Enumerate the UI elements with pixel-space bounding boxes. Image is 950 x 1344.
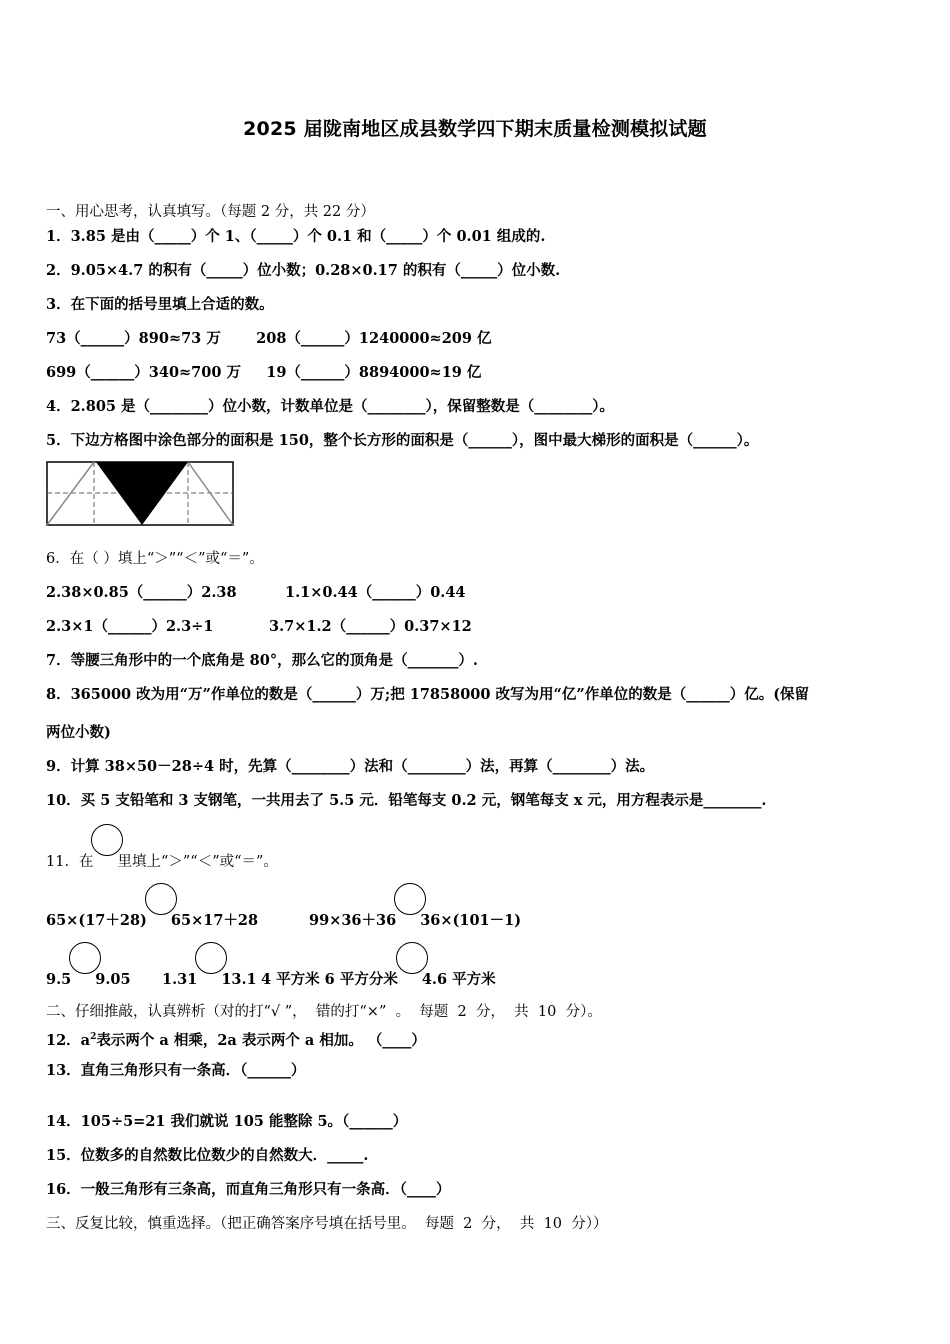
compare-circle[interactable]	[195, 942, 227, 974]
compare-right: 4.6 平方米	[421, 971, 496, 988]
question-9: 9．计算 38×50－28÷4 时，先算（________）法和（________）法，再算（________）法。	[46, 758, 655, 775]
compare-right: 36×(101－1)	[420, 912, 522, 929]
question-8: 8．365000 改为用“万”作单位的数是（______）万;把 17858000 改写为用“亿”作单位的数是（______）亿。(保留	[46, 686, 810, 703]
grid-figure	[46, 461, 234, 527]
compare-left: 4 平方米 6 平方分米	[261, 971, 398, 988]
compare-circle[interactable]	[69, 942, 101, 974]
section-3-heading: 三、反复比较，慎重选择。（把正确答案序号填在括号里。 每题 2 分， 共 10 分））	[46, 1216, 608, 1232]
question-6-item-b: 1.1×0.44（______）0.44	[285, 584, 466, 601]
compare-left: 99×36＋36	[309, 912, 397, 929]
compare-right: 13.1	[221, 971, 257, 988]
question-16: 16．一般三角形有三条高，而直角三角形只有一条高．（____）	[46, 1181, 451, 1198]
compare-circle[interactable]	[394, 883, 426, 915]
section-1-heading: 一、用心思考，认真填写。（每题 2 分，共 22 分）	[46, 204, 375, 220]
question-8-continued: 两位小数)	[46, 724, 111, 741]
question-11-suffix: 里填上“＞”“＜”或“＝”。	[117, 854, 278, 870]
compare-row-2-item-c	[261, 956, 496, 989]
compare-left: 9.5	[46, 971, 72, 988]
question-6-item-c: 2.3×1（______）2.3÷1	[46, 618, 214, 635]
question-3-row-2: 699（______）340≈700 万 19（______）8894000≈19 亿	[46, 364, 482, 381]
section-2-heading: 二、仔细推敲，认真辨析（对的打“√ ”， 错的打“×” 。 每题 2 分， 共 10 分）。	[46, 1004, 602, 1020]
question-2: 2．9.05×4.7 的积有（_____）位小数；0.28×0.17 的积有（_____）位小数.	[46, 262, 561, 279]
question-6: 6．在（ ）填上“＞”“＜”或“＝”。	[46, 551, 264, 567]
question-14: 14．105÷5=21 我们就说 105 能整除 5。（______）	[46, 1113, 408, 1130]
question-12-prefix: 12．a	[46, 1031, 91, 1049]
question-12-suffix: 表示两个 a 相乘，2a 表示两个 a 相加。 （____）	[96, 1031, 426, 1049]
compare-right: 9.05	[95, 971, 131, 988]
question-6-item-a: 2.38×0.85（______）2.38	[46, 584, 237, 601]
question-11	[46, 838, 278, 871]
question-12	[46, 1028, 426, 1050]
question-1: 1．3.85 是由（_____）个 1、（_____）个 0.1 和（_____）个 0.01 组成的.	[46, 228, 546, 245]
question-13: 13．直角三角形只有一条高．（______）	[46, 1062, 306, 1079]
compare-row-1-item-b	[309, 897, 521, 930]
compare-row-2-item-a	[46, 956, 131, 989]
compare-circle[interactable]	[145, 883, 177, 915]
question-12-exponent: 2	[90, 1032, 97, 1042]
compare-circle	[91, 824, 123, 856]
question-7: 7．等腰三角形中的一个底角是 80°，那么它的顶角是（_______）.	[46, 652, 478, 669]
compare-left: 65×(17＋28)	[46, 912, 147, 929]
question-10: 10．买 5 支铅笔和 3 支钢笔，一共用去了 5.5 元．铅笔每支 0.2 元，钢笔每支 x 元，用方程表示是________.	[46, 792, 767, 809]
question-6-item-d: 3.7×1.2（______）0.37×12	[269, 618, 472, 635]
question-11-prefix: 11．在	[46, 854, 94, 870]
page-title: 2025 届陇南地区成县数学四下期末质量检测模拟试题	[243, 118, 707, 140]
question-5: 5．下边方格图中涂色部分的面积是 150，整个长方形的面积是（______），图中最大梯形的面积是（______）。	[46, 432, 759, 449]
question-15: 15．位数多的自然数比位数少的自然数大．_____.	[46, 1147, 369, 1164]
question-3: 3．在下面的括号里填上合适的数。	[46, 296, 274, 313]
compare-right: 65×17＋28	[170, 912, 259, 929]
compare-row-2-item-b	[162, 956, 257, 989]
question-4: 4．2.805 是（________）位小数，计数单位是（________），保留整数是（________）。	[46, 398, 615, 415]
compare-left: 1.31	[162, 971, 198, 988]
question-3-row-1: 73（______）890≈73 万 208（______）1240000≈209 亿	[46, 330, 492, 347]
compare-row-1-item-a	[46, 897, 258, 930]
compare-circle[interactable]	[396, 942, 428, 974]
